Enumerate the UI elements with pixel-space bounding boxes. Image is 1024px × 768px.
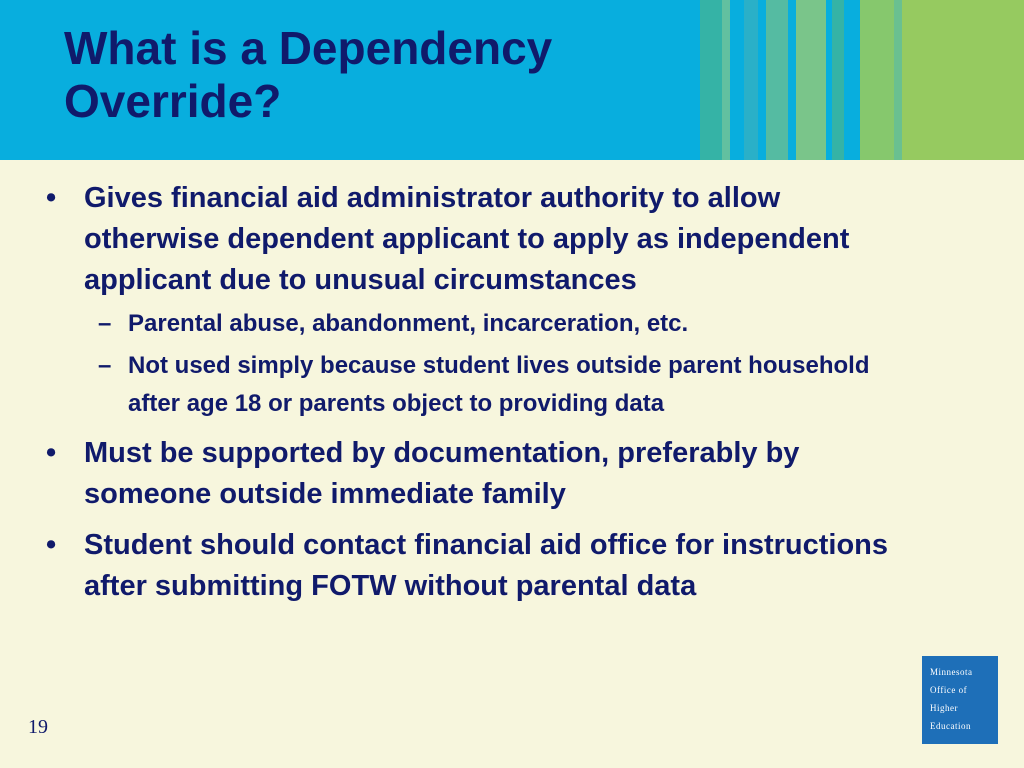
bullet-text: Student should contact financial aid office for instructions after submitting FOTW without parental data: [84, 529, 888, 602]
bullet-item: [46, 525, 916, 607]
slide-title: What is a Dependency Override?: [64, 22, 553, 127]
decorative-stripe: [894, 0, 902, 160]
logo-line: Office of: [930, 685, 968, 695]
decorative-stripe: [832, 0, 844, 160]
logo-line: Higher: [930, 703, 958, 713]
logo-line: Education: [930, 721, 971, 731]
bullet-item: [46, 433, 916, 515]
mohe-logo: [922, 656, 998, 744]
page-number: 19: [28, 716, 48, 738]
decorative-stripe: [902, 0, 1024, 160]
decorative-stripe: [796, 0, 826, 160]
sub-bullet-marker: –: [98, 310, 112, 337]
sub-bullet-text: Parental abuse, abandonment, incarceration, etc.: [128, 310, 689, 337]
bullet-list: [46, 178, 916, 607]
sub-bullet-marker: –: [98, 352, 112, 379]
bullet-item: [46, 178, 916, 301]
sub-bullet-text: Not used simply because student lives outside parent household after age 18 or parents object to providing data: [128, 352, 870, 417]
decorative-stripe: [722, 0, 730, 160]
decorative-stripe: [860, 0, 894, 160]
decorative-stripe: [766, 0, 788, 160]
bullet-marker: •: [46, 529, 57, 561]
sub-bullet-item: [46, 305, 916, 343]
decorative-stripe: [744, 0, 758, 160]
bullet-text: Must be supported by documentation, preferably by someone outside immediate family: [84, 437, 800, 510]
sub-bullet-item: [46, 347, 916, 423]
logo-line: Minnesota: [930, 667, 973, 677]
bullet-text: Gives financial aid administrator authority to allow otherwise dependent applicant to apply as independent applicant due to unusual circumstances: [84, 182, 850, 296]
decorative-stripe: [700, 0, 722, 160]
bullet-marker: •: [46, 437, 57, 469]
bullet-marker: •: [46, 182, 57, 214]
